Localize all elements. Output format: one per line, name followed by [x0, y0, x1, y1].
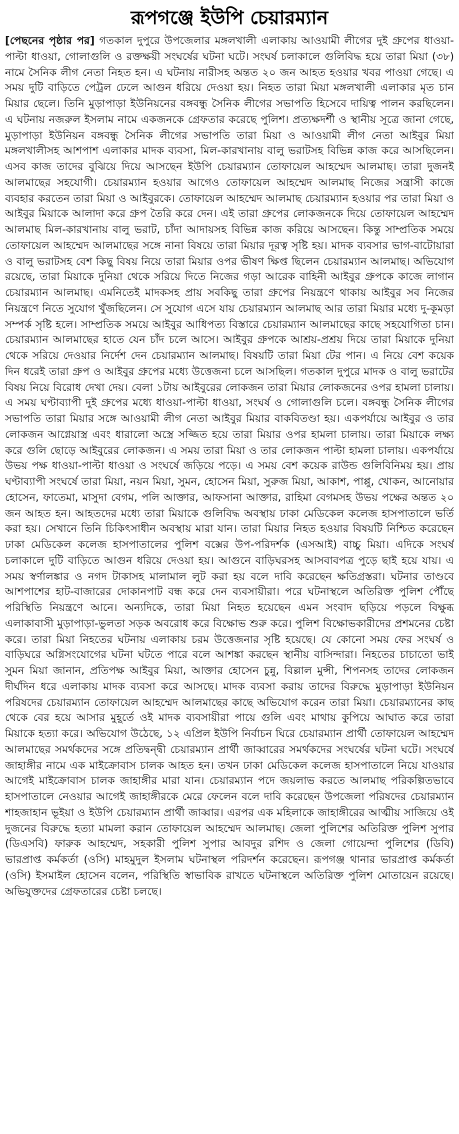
article-body: [5, 34, 454, 1132]
headline: রূপগঞ্জে ইউপি চেয়ারম্যান: [130, 7, 329, 29]
continuation-tag: [পেছনের পৃষ্ঠার পর]: [5, 35, 95, 47]
article-text: গতকাল দুপুরে উপজেলার মঙ্গলখালী এলাকায় আওয়ামী লীগের দুই গ্রুপের ধাওয়া-পাল্টা ধাওয়া, গোলাগুলি ও রক্তক্ষয়ী সংঘর্ষের ঘটনা ঘটে। সংঘর্ষ চলাকালে গুলিবিদ্ধ হয়ে তারা মিয়া (৩৮) নামে সৈনিক লীগ নেতা নিহত হন। এ ঘটনায় নারীসহ অন্তত ২০ জন আহত হওয়ার খবর পাওয়া গেছে। এ সময় দুটি বাড়িতে পেট্রল ঢেলে আগুন ধরিয়ে দেওয়া হয়। নিহত তারা মিয়া মঙ্গলখালী এলাকার মৃত চান মিয়ার ছেলে। তিনি মুড়াপাড়া ইউনিয়নের বঙ্গবন্ধু সৈনিক লীগের সভাপতি হিসেবে দায়িত্ব পালন করছিলেন। এ ঘটনায় নজরুল ইসলাম নামে একজনকে গ্রেফতার করেছে পুলিশ। প্রত্যক্ষদর্শী ও স্থানীয় সূত্রে জানা গেছে, মুড়াপাড়া ইউনিয়ন বঙ্গবন্ধু সৈনিক লীগের সভাপতি তারা মিয়া ও আওয়ামী লীগ নেতা আইবুর মিয়া মঙ্গলখালীসহ আশপাশ এলাকার মাদক ব্যবসা, মিল-কারখানায় বালু ভরাটসহ বিভিন্ন কাজ করে আসছিলেন। এসব কাজ তাদের বুঝিয়ে দিয়ে আসছেন ইউপি চেয়ারম্যান তোফায়েল আহম্মেদ আলমাছ। তারা দুজনই আলমাছের সহযোগী। চেয়ারম্যান হওয়ার আগেও তোফায়েল আহম্মেদ আলমাছ নিজের সন্ত্রাসী কাজে ব্যবহার করতেন তারা মিয়া ও আইবুরকে। তোফায়েল আহম্মেদ আলমাছ চেয়ারম্যান হওয়ার পর তারা মিয়া ও আইবুর মিয়াকে আলাদা করে গ্রুপ তৈরি করে দেন। এই তারা গ্রুপের লোকজনকে দিয়ে তোফায়েল আহম্মেদ আলমাছ মিল-কারখানায় বালু ভরাট, চাঁদা আদায়সহ বিভিন্ন কাজ করিয়ে আসছেন। কিন্তু সাম্প্রতিক সময়ে তোফায়েল আহম্মেদ আলমাছের সঙ্গে নানা বিষয়ে তারা মিয়ার দূরত্ব সৃষ্টি হয়। মাদক ব্যবসার ভাগ-বাটোয়ারা ও বালু ভরাটসহ বেশ কিছু বিষয় নিয়ে তারা মিয়ার ওপর ভীষণ ক্ষিপ্ত ছিলেন চেয়ারম্যান আলমাছ। অভিযোগ রয়েছে, তারা মিয়াকে দুনিয়া থেকে সরিয়ে দিতে নিজের গড়া আরেক বাহিনী আইবুর গ্রুপকে কাজে লাগান চেয়ারম্যান আলমাছ। এমনিতেই মাদকসহ প্রায় সবকিছু তারা গ্রুপের নিয়ন্ত্রণে থাকায় আইবুর সব নিজের নিয়ন্ত্রণে নিতে সুযোগ খুঁজছিলেন। সে সুযোগ এসে যায় চেয়ারম্যান আলমাছ আর তারা মিয়ার মধ্যে দু-কূমড়া সম্পর্ক সৃষ্টি হলে। সাম্প্রতিক সময়ে আইবুর আধিপত্য বিস্তারে চেয়ারম্যান আলমাছের কাছে সহযোগিতা চান। চেয়ারম্যান আলমাছের হাতে যেন চাঁদ চলে আসে। আইবুর গ্রুপকে আশ্রয়-প্রশ্রয় দিয়ে তারা মিয়াকে দুনিয়া থেকে সরিয়ে দেওয়ার নির্দেশ দেন চেয়ারম্যান আলমাছ। বিষয়টি তারা মিয়া টের পান। এ নিয়ে বেশ কয়েক দিন ধরেই তারা গ্রুপ ও আইবুর গ্রুপের মধ্যে উত্তেজনা চলে আসছিল। গতকাল দুপুরে মাদক ও বালু ভরাটের বিষয় নিয়ে বিরোধ দেখা দেয়। বেলা ১টায় আইবুরের লোকজন তারা মিয়ার লোকজনের ওপর হামলা চালায়। এ সময় ঘণ্টাব্যাপী দুই গ্রুপের মধ্যে ধাওয়া-পাল্টা ধাওয়া, সংঘর্ষ ও গোলাগুলি চলে। বঙ্গবন্ধু সৈনিক লীগের সভাপতি তারা মিয়ার সঙ্গে আওয়ামী লীগ নেতা আইবুর মিয়ার বাকবিতণ্ডা হয়। একপর্যায়ে আইবুর ও তার লোকজন আগ্নেয়াস্ত্র এবং ধারালো অস্ত্রে সজ্জিত হয়ে তারা মিয়ার ওপর হামলা চালায়। তারা মিয়াকে লক্ষ্য করে গুলি ছোড়ে আইবুরের লোকজন। এ সময় তারা মিয়া ও তার লোকজন পাল্টা হামলা চালায়। একপর্যায়ে উভয় পক্ষ ধাওয়া-পাল্টা ধাওয়া ও সংঘর্ষে জড়িয়ে পড়ে। এ সময় বেশ কয়েক রাউন্ড গুলিবিনিময় হয়। প্রায় ঘণ্টাব্যাপী সংঘর্ষে তারা মিয়া, নয়ন মিয়া, সুমন, হোসেন মিয়া, সুরুজ মিয়া, আকাশ, পাপ্পু, খোকন, আনোয়ার হোসেন, ফাতেমা, মাসুদা বেগম, পলি আক্তার, আফসানা আক্তার, রাহিমা বেগমসহ উভয় পক্ষের অন্তত ২০ জন আহত হন। আহতদের মধ্যে তারা মিয়াকে গুলিবিদ্ধ অবস্থায় ঢাকা মেডিকেল কলেজ হাসপাতালে ভর্তি করা হয়। সেখানে তিনি চিকিৎসাধীন অবস্থায় মারা যান। তারা মিয়ার নিহত হওয়ার বিষয়টি নিশ্চিত করেছেন ঢাকা মেডিকেল কলেজ হাসপাতালের পুলিশ বক্সের উপ-পরিদর্শক (এসআই) বাচ্চু মিয়া। এদিকে সংঘর্ষ চলাকালে দুটি বাড়িতে আগুন ধরিয়ে দেওয়া হয়। আগুনে বাড়িঘরসহ আসবাবপত্র পুড়ে ছাই হয়ে যায়। এ সময় স্বর্ণালঙ্কার ও নগদ টাকাসহ মালামাল লুট করা হয় বলে দাবি করেছেন ক্ষতিগ্রস্তরা। ঘটনার তাণ্ডবে আশপাশের হাট-বাজারের দোকানপাট বন্ধ করে দেন ব্যবসায়ীরা। পরে ঘটনাস্থলে অতিরিক্ত পুলিশ পৌঁছে পরিস্থিতি নিয়ন্ত্রণে আনে। অন্যদিকে, তারা মিয়া নিহত হয়েছেন এমন সংবাদ ছড়িয়ে পড়লে বিক্ষুব্ধ এলাকাবাসী মুড়াপাড়া-ভুলতা সড়ক অবরোধ করে বিক্ষোভ শুরু করে। পুলিশ বিক্ষোভকারীদের প্রশমনের চেষ্টা করে। তারা মিয়া নিহতের ঘটনায় এলাকায় চরম উত্তেজনার সৃষ্টি হয়েছে। যে কোনো সময় ফের সংঘর্ষ ও বাড়িঘরে অগ্নিসংযোগের ঘটনা ঘটতে পারে বলে আশঙ্কা করছেন স্থানীয় বাসিন্দারা। নিহতের চাচাতো ভাই সুমন মিয়া জানান, প্রতিপক্ষ আইবুর মিয়া, আক্তার হোসেন চুন্নু, বিল্লাল মুন্সী, শিপনসহ তাদের লোকজন দীর্ঘদিন ধরে এলাকায় মাদক ব্যবসা করে আসছে। মাদক ব্যবসা করায় তাদের বিরুদ্ধে মুড়াপাড়া ইউনিয়ন পরিষদের চেয়ারম্যান তোফায়েল আহম্মেদ আলমাছের কাছে অভিযোগ করেন তারা মিয়া। চেয়ারম্যানের কাছ থেকে বের হয়ে আসার মুহূর্তে ওই মাদক ব্যবসায়ীরা পায়ে গুলি এবং মাথায় কুপিয়ে আঘাত করে তারা মিয়াকে হত্যা করে। অভিযোগ উঠেছে, ১২ এপ্রিল ইউপি নির্বাচন ঘিরে চেয়ারম্যান প্রার্থী তোফায়েল আহম্মেদ আলমাছের সমর্থকদের সঙ্গে প্রতিদ্বন্দ্বী চেয়ারম্যান প্রার্থী জাব্বারের সমর্থকদের সংঘর্ষের ঘটনা ঘটে। সংঘর্ষে জাহাঙ্গীর নামে এক মাইক্রোবাস চালক আহত হন। তখন ঢাকা মেডিকেল কলেজ হাসপাতালে নিয়ে যাওয়ার আগেই মাইক্রোবাস চালক জাহাঙ্গীর মারা যান। চেয়ারম্যান পদে জয়লাভ করতে আলমাছ পরিকল্পিতভাবে হাসপাতালে নেওয়ার আগেই জাহাঙ্গীরকে মেরে ফেলেন বলে দাবি করেছেন উপজেলা পরিষদের চেয়ারম্যান শাহজাহান ভূইয়া ও ইউপি চেয়ারম্যান প্রার্থী জাব্বার। এরপর এক মহিলাকে জাহাঙ্গীরের আত্মীয় সাজিয়ে ওই দুজনের বিরুদ্ধে হত্যা মামলা করান তোফায়েল আহম্মেদ আলমাছ। জেলা পুলিশের অতিরিক্ত পুলিশ সুপার (ডিএসবি) ফারুক আহম্মেদ, সহকারী পুলিশ সুপার আবদুর রশিদ ও জেলা গোয়েন্দা পুলিশের (ডিবি) ভারপ্রাপ্ত কর্মকর্তা (ওসি) মাহমুদুল ইসলাম ঘটনাস্থল পরিদর্শন করেছেন। রূপগঞ্জ থানার ভারপ্রাপ্ত কর্মকর্তা (ওসি) ইসমাইল হোসেন বলেন, পরিস্থিতি স্বাভাবিক রাখতে ঘটনাস্থলে অতিরিক্ত পুলিশ মোতায়েন রয়েছে। অভিযুক্তদের গ্রেফতারের চেষ্টা চলছে।: [5, 35, 454, 898]
